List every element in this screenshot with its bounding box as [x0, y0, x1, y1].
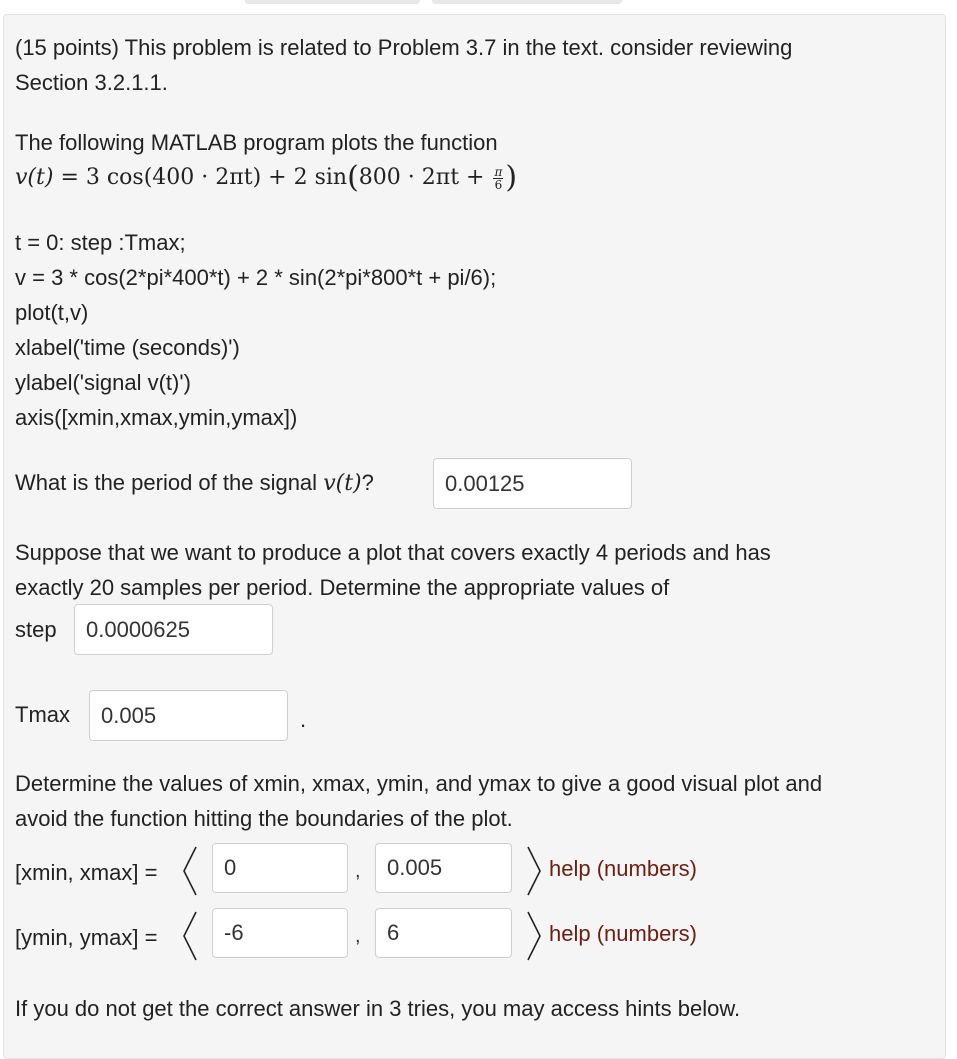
- ymax-input[interactable]: 6: [375, 908, 512, 958]
- top-tab-right: [432, 0, 622, 4]
- formula-term2: 800 · 2πt +: [358, 165, 485, 190]
- function-formula: v(t) = 3 cos(400 · 2πt) + 2 sin(800 · 2πt + $\frac{\pi}{6}$ ): [15, 160, 518, 195]
- step-label: step: [15, 617, 57, 642]
- code-line-3: plot(t,v): [15, 300, 89, 325]
- formula-term1: 3 cos(400 · 2πt) + 2 sin: [85, 165, 348, 190]
- axis-question-line-1: Determine the values of xmin, xmax, ymin, and ymax to give a good visual plot and: [15, 771, 823, 796]
- period-answer-input[interactable]: 0.00125: [433, 458, 632, 509]
- left-angle-bracket-icon: [180, 845, 200, 897]
- xmin-input[interactable]: 0: [212, 843, 348, 893]
- right-angle-bracket-icon: [524, 910, 544, 962]
- program-intro: The following MATLAB program plots the function: [15, 130, 498, 155]
- intro-line-1: (15 points) This problem is related to Problem 3.7 in the text. consider reviewing: [15, 35, 793, 60]
- code-line-6: axis([xmin,xmax,ymin,ymax]): [15, 405, 298, 430]
- y-range-separator: ,: [355, 925, 361, 947]
- period-var: v(t): [323, 471, 362, 496]
- plot-question-line-1: Suppose that we want to produce a plot that covers exactly 4 periods and has: [15, 540, 771, 565]
- x-range-label: [xmin, xmax] =: [15, 860, 158, 885]
- code-line-2: v = 3 * cos(2*pi*400*t) + 2 * sin(2*pi*800*t + pi/6);: [15, 265, 497, 290]
- right-angle-bracket-icon: [524, 845, 544, 897]
- formula-eq: =: [60, 165, 79, 190]
- axis-question-line-2: avoid the function hitting the boundaries of the plot.: [15, 806, 513, 831]
- ymin-input[interactable]: -6: [212, 908, 348, 958]
- y-range-label: [ymin, ymax] =: [15, 925, 158, 950]
- code-line-5: ylabel('signal v(t)'): [15, 370, 191, 395]
- xmax-input[interactable]: 0.005: [375, 843, 512, 893]
- tmax-input[interactable]: 0.005: [89, 690, 288, 741]
- formula-fraction: $\frac{\pi}{6}$: [494, 164, 503, 192]
- tmax-trailing-period: .: [300, 707, 307, 732]
- code-line-1: t = 0: step :Tmax;: [15, 230, 186, 255]
- top-tab-left: [245, 0, 420, 4]
- intro-line-2: Section 3.2.1.1.: [15, 70, 168, 95]
- period-question: What is the period of the signal v(t)?: [15, 470, 374, 496]
- formula-lhs: v(t): [15, 165, 54, 190]
- code-line-4: xlabel('time (seconds)'): [15, 335, 240, 360]
- tmax-label: Tmax: [15, 702, 70, 727]
- plot-question-line-2: exactly 20 samples per period. Determine the appropriate values of: [15, 575, 670, 600]
- x-range-separator: ,: [355, 860, 361, 882]
- y-range-help-link[interactable]: help (numbers): [549, 921, 697, 946]
- step-input[interactable]: 0.0000625: [74, 604, 273, 655]
- x-range-help-link[interactable]: help (numbers): [549, 856, 697, 881]
- left-angle-bracket-icon: [180, 910, 200, 962]
- hint-text: If you do not get the correct answer in 3 tries, you may access hints below.: [15, 996, 741, 1021]
